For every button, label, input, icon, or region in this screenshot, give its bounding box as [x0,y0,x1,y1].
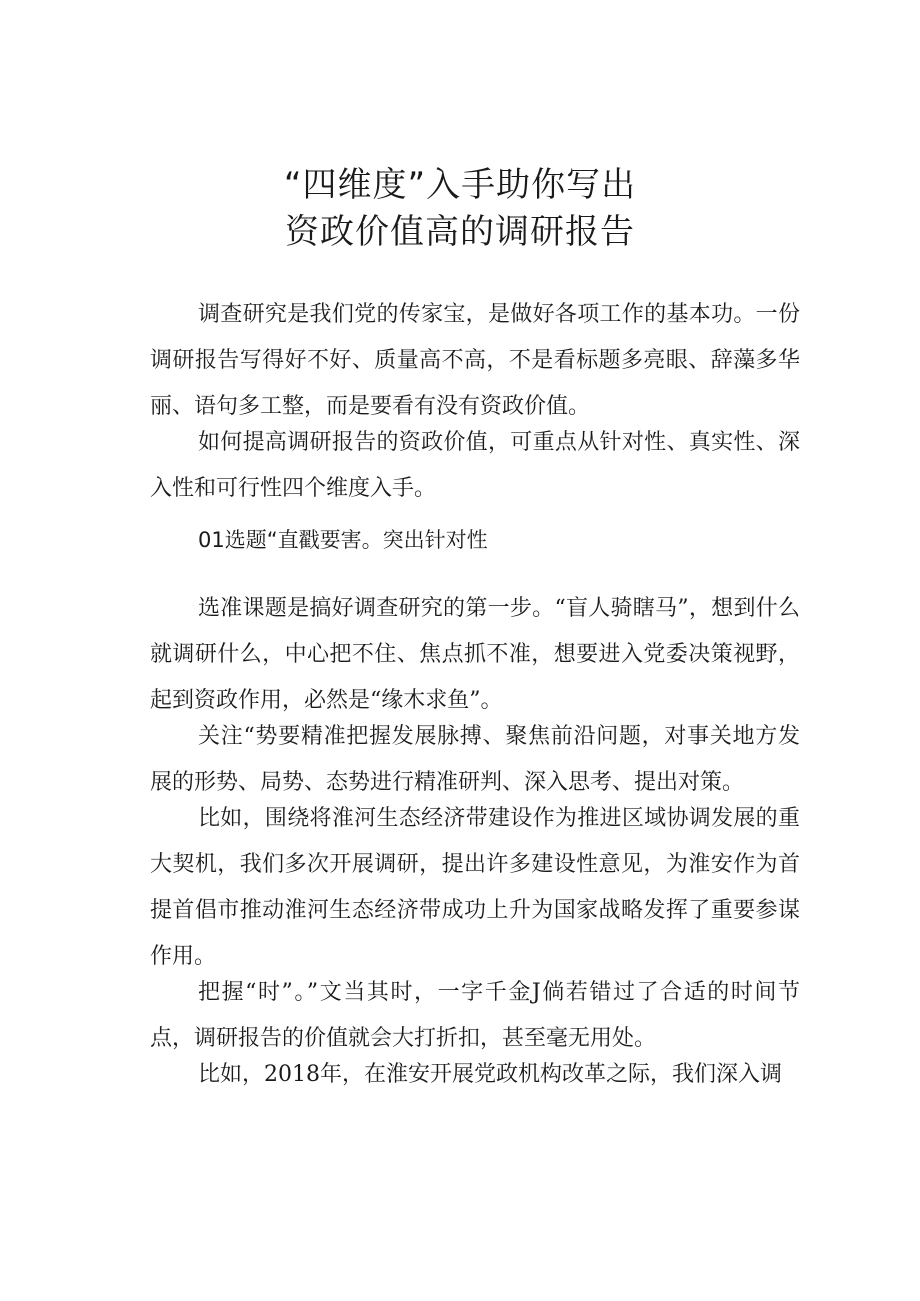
section-paragraph-3: 比如，围绕将淮河生态经济带建设作为推进区域协调发展的重大契机，我们多次开展调研，提出许多建设性意见，为淮安作为首提首倡市推动淮河生态经济带成功上升为国家战略发挥了重要参谋作用。 [150,806,800,969]
section-paragraph-4: 把握“时”。”文当其时，一字千金J倘若错过了合适的时间节点，调研报告的价值就会大打折扣，甚至毫无用处。 [150,980,800,1051]
intro-paragraph-1: 调查研究是我们党的传家宝，是做好各项工作的基本功。一份调研报告写得好不好、质量高不高，不是看标题多亮眼、辞藻多华丽、语句多工整，而是要看有没有资政价值。 [150,302,800,419]
section-paragraph-5: 比如，2018年，在淮安开展党政机构改革之际，我们深入调 [198,1062,782,1087]
section-heading: 01选题“直戳要害。突出针对性 [198,528,488,552]
section-paragraph-1: 选准课题是搞好调查研究的第一步。“盲人骑瞎马”，想到什么就调研什么，中心把不住、焦点抓不准，想要进入党委决策视野，起到资政作用，必然是“缘木求鱼”。 [150,596,800,713]
intro-paragraph-2: 如何提高调研报告的资政价值，可重点从针对性、真实性、深入性和可行性四个维度入手。 [150,430,800,501]
section-paragraph-2: 关注“势要精准把握发展脉搏、聚焦前沿问题，对事关地方发展的形势、局势、态势进行精准研判、深入思考、提出对策。 [150,724,800,795]
document-title-line-1: “四维度”入手助你写出 [283,165,637,205]
document-title-line-2: 资政价值高的调研报告 [285,212,635,252]
